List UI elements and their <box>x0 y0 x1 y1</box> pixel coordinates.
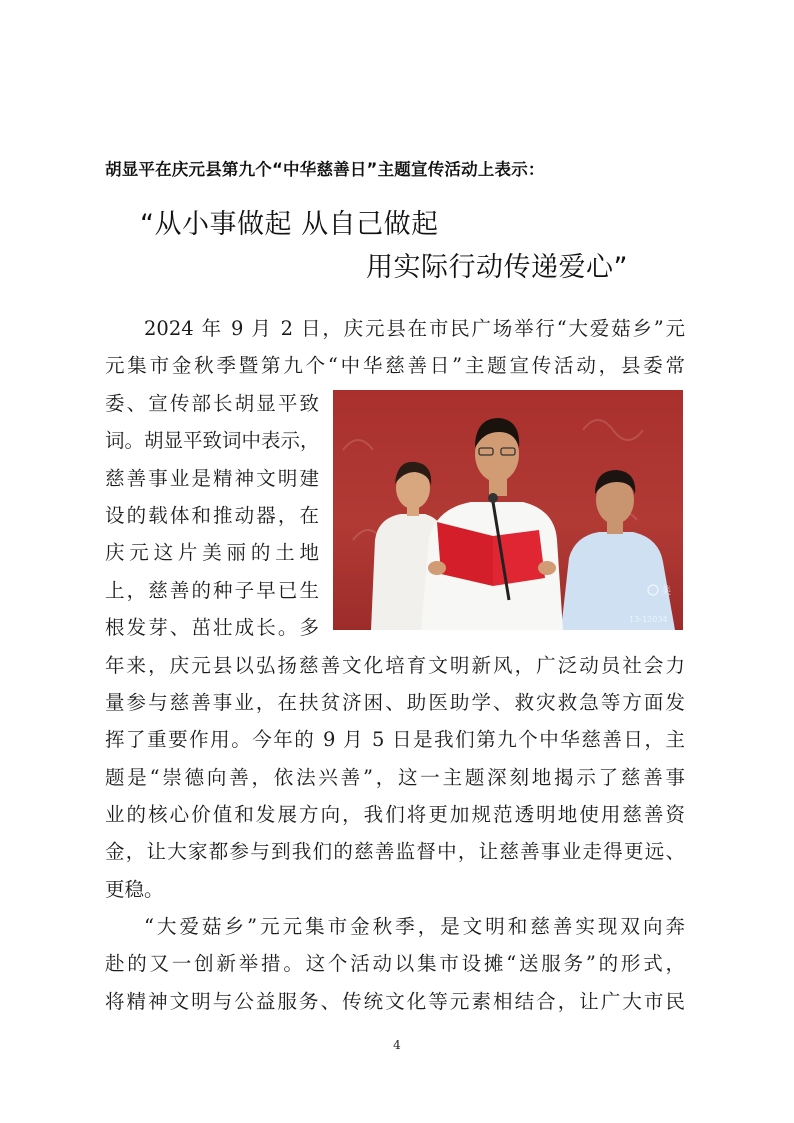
photo-watermark-id: 13-12034 <box>629 615 668 624</box>
paragraph-line: 庆元这片美丽的土地 <box>105 541 319 564</box>
paragraph-line: 题是“崇德向善，依法兴善”，这一主题深刻地揭示了慈善事 <box>105 766 685 789</box>
paragraph-line: 业的核心价值和发展方向，我们将更加规范透明地使用慈善资 <box>105 803 685 826</box>
speech-scene-illustration <box>333 390 683 630</box>
paragraph-line: 量参与慈善事业，在扶贫济困、助医助学、救灾救急等方面发 <box>105 691 685 714</box>
paragraph-line: 更稳。 <box>105 878 164 901</box>
paragraph-line: 委、宣传部长胡显平致 <box>105 392 319 415</box>
paragraph-line: “大爱菇乡”元元集市金秋季，是文明和慈善实现双向奔 <box>144 915 685 938</box>
paragraph-line: 金，让大家都参与到我们的慈善监督中，让慈善事业走得更远、 <box>105 840 685 863</box>
paragraph-line: 慈善事业是精神文明建 <box>105 467 319 490</box>
paragraph-line: 元集市金秋季暨第九个“中华慈善日”主题宣传活动，县委常 <box>105 354 685 377</box>
man-figure-right <box>561 470 675 630</box>
photo-watermark: 美 <box>661 586 671 597</box>
page-number: 4 <box>393 1038 401 1052</box>
article-kicker: 胡显平在庆元县第九个“中华慈善日”主题宣传活动上表示： <box>105 160 545 179</box>
paragraph-line: 将精神文明与公益服务、传统文化等元素相结合，让广大市民 <box>105 990 685 1013</box>
paragraph-line: 2024 年 9 月 2 日，庆元县在市民广场举行“大爱菇乡”元 <box>144 317 685 340</box>
headline-line-2: 用实际行动传递爱心” <box>366 252 628 283</box>
paragraph-line: 根发芽、茁壮成长。多 <box>105 616 319 639</box>
paragraph-line: 设的载体和推动器，在 <box>105 504 319 527</box>
paragraph-line: 赴的又一创新举措。这个活动以集市设摊“送服务”的形式， <box>105 952 685 975</box>
event-photo <box>333 390 683 630</box>
paragraph-line: 年来，庆元县以弘扬慈善文化培育文明新风，广泛动员社会力 <box>105 654 685 677</box>
paragraph-line: 挥了重要作用。今年的 9 月 5 日是我们第九个中华慈善日，主 <box>105 728 685 751</box>
headline-line-1: “从小事做起 从自己做起 <box>140 209 439 240</box>
speaker-figure <box>421 418 563 630</box>
paragraph-line: 词。胡显平致词中表示， <box>105 429 320 452</box>
paragraph-line: 上，慈善的种子早已生 <box>105 579 319 602</box>
